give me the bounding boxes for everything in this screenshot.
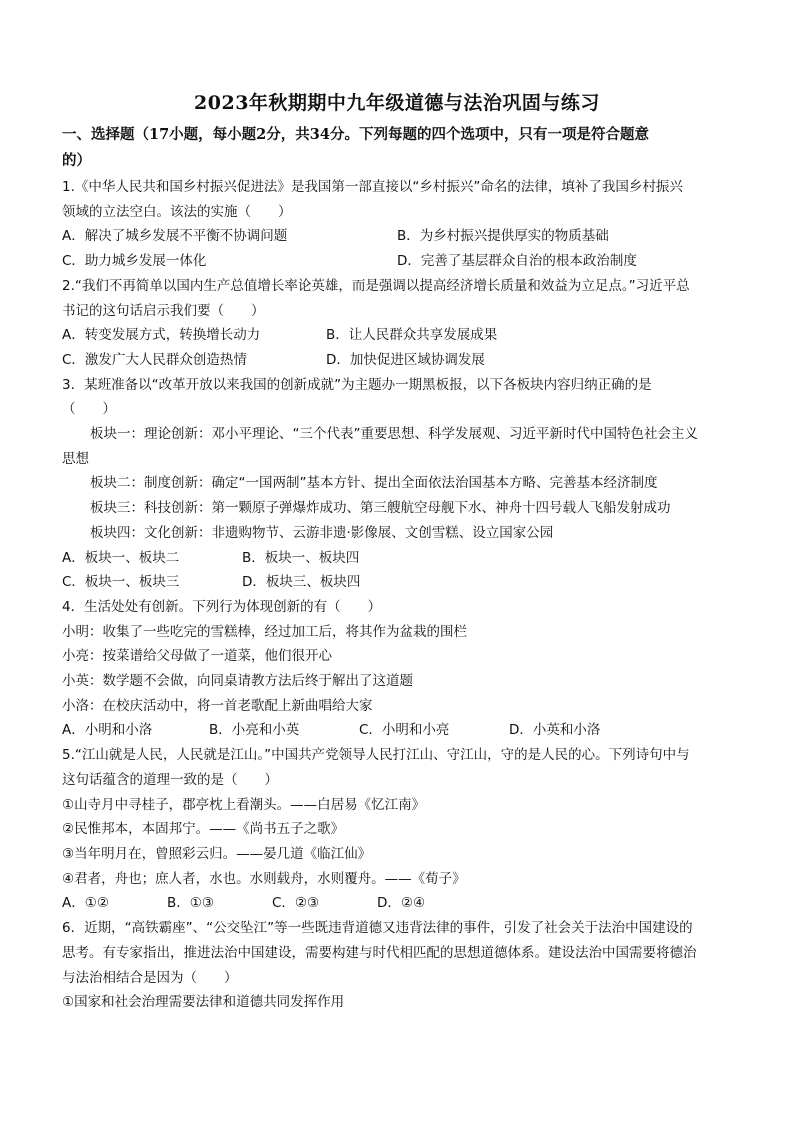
question-2-options-row-1: [62, 323, 732, 348]
question-2-option-a[interactable]: A．转变发展方式，转换增长动力: [62, 327, 261, 344]
question-5-item-1: ①山寺月中寻桂子，郡亭枕上看潮头。——白居易《忆江南》: [62, 796, 426, 813]
question-6: [62, 916, 732, 1015]
section-heading-line-1: 一、选择题（17小题，每小题2分，共34分。下列每题的四个选项中，只有一项是符合题意: [62, 126, 649, 143]
question-3-block-3: 板块三：科技创新：第一颗原子弹爆炸成功、第三艘航空母舰下水、神舟十四号载人飞船发射成功: [90, 500, 671, 517]
question-1-option-d[interactable]: D．完善了基层群众自治的根本政治制度: [397, 253, 637, 270]
question-3-option-a[interactable]: A．板块一、板块二: [62, 549, 180, 566]
question-2-stem-line-1: 2.“我们不再简单以国内生产总值增长率论英雄，而是强调以提高经济增长质量和效益为立足点。”习近平总: [62, 277, 690, 294]
question-6-stem-line-2: 思考。有专家指出，推进法治中国建设，需要构建与时代相匹配的思想道德体系。建设法治中国需要将德治: [62, 944, 697, 961]
question-4: [62, 595, 732, 743]
question-5-option-c[interactable]: C．②③: [272, 895, 320, 912]
question-2-option-c[interactable]: C．激发广大人民群众创造热情: [62, 351, 247, 368]
question-1-option-a[interactable]: A．解决了城乡发展不平衡不协调问题: [62, 228, 288, 245]
question-3-block-1-line-2: 思想: [62, 450, 89, 467]
question-5-stem-line-1: 5.“江山就是人民，人民就是江山。”中国共产党领导人民打江山、守江山，守的是人民的心。下列诗句中与: [62, 747, 690, 764]
question-4-stem: 4．生活处处有创新。下列行为体现创新的有（ ）: [62, 598, 382, 615]
question-5-option-d[interactable]: D．②④: [377, 895, 426, 912]
question-6-item-1: ①国家和社会治理需要法律和道德共同发挥作用: [62, 994, 345, 1011]
question-3-options-row-1: [62, 546, 732, 571]
question-1-options-row-1: [62, 224, 732, 249]
question-3-options-row-2: [62, 570, 732, 595]
question-2: [62, 274, 732, 373]
question-3-stem-line-1: 3．某班准备以“改革开放以来我国的创新成就”为主题办一期黑板报，以下各板块内容归纳正确的是: [62, 376, 652, 393]
question-3: [62, 373, 732, 595]
question-1-stem-line-2: 领域的立法空白。该法的实施（ ）: [62, 203, 292, 220]
question-5-option-a[interactable]: A．①②: [62, 895, 109, 912]
question-3-block-4: 板块四：文化创新：非遗购物节、云游非遗·影像展、文创雪糕、设立国家公园: [90, 524, 554, 541]
question-4-option-d[interactable]: D．小英和小洛: [509, 722, 601, 739]
question-5-item-3: ③当年明月在，曾照彩云归。——晏几道《临江仙》: [62, 845, 372, 862]
question-5-option-b[interactable]: B．①③: [167, 895, 214, 912]
question-5-item-2: ②民惟邦本，本固邦宁。——《尚书五子之歌》: [62, 821, 345, 838]
question-1-option-c[interactable]: C．助力城乡发展一体化: [62, 253, 207, 270]
question-4-option-c[interactable]: C．小明和小亮: [359, 722, 450, 739]
question-4-option-b[interactable]: B．小亮和小英: [209, 722, 300, 739]
question-4-options: [62, 718, 732, 743]
question-1-option-b[interactable]: B．为乡村振兴提供厚实的物质基础: [397, 228, 609, 245]
question-4-option-a[interactable]: A．小明和小洛: [62, 722, 153, 739]
question-3-block-2: 板块二：制度创新：确定“一国两制”基本方针、提出全面依法治国基本方略、完善基本经济制度: [90, 475, 658, 492]
question-6-stem-line-1: 6．近期，“高铁霸座”、“公交坠江”等一些既违背道德又违背法律的事件，引发了社会关于法治中国建设的: [62, 920, 693, 937]
question-3-option-d[interactable]: D．板块三、板块四: [242, 574, 361, 591]
question-4-statement-1: 小明：收集了一些吃完的雪糕棒，经过加工后，将其作为盆栽的围栏: [62, 623, 467, 640]
question-2-options-row-2: [62, 348, 732, 373]
question-4-statement-3: 小英：数学题不会做，向同桌请教方法后终于解出了这道题: [62, 673, 413, 690]
question-3-option-c[interactable]: C．板块一、板块三: [62, 574, 180, 591]
section-heading-line-2: 的）: [62, 152, 91, 169]
question-5-item-4: ④君者，舟也；庶人者，水也。水则载舟，水则覆舟。——《荀子》: [62, 870, 466, 887]
page-title: 2023年秋期期中九年级道德与法治巩固与练习: [194, 92, 600, 114]
question-5-stem-line-2: 这句话蕴含的道理一致的是（ ）: [62, 771, 278, 788]
question-5: [62, 743, 732, 916]
question-6-stem-line-3: 与法治相结合是因为（ ）: [62, 969, 238, 986]
question-3-block-1-line-1: 板块一：理论创新：邓小平理论、“三个代表”重要思想、科学发展观、习近平新时代中国特色社会主义: [90, 426, 698, 443]
question-5-options: [62, 891, 732, 916]
question-3-option-b[interactable]: B．板块一、板块四: [242, 549, 360, 566]
question-2-option-b[interactable]: B．让人民群众共享发展成果: [326, 327, 498, 344]
exam-page: [62, 88, 732, 1015]
question-1: [62, 175, 732, 274]
question-3-stem-line-2: （ ）: [62, 401, 116, 418]
question-1-stem-line-1: 1.《中华人民共和国乡村振兴促进法》是我国第一部直接以“乡村振兴”命名的法律，填补了我国乡村振兴: [62, 179, 683, 195]
question-1-options-row-2: [62, 249, 732, 274]
question-2-option-d[interactable]: D．加快促进区域协调发展: [326, 351, 485, 368]
question-4-statement-2: 小亮：按菜谱给父母做了一道菜，他们很开心: [62, 648, 332, 665]
section-heading: [62, 123, 732, 173]
question-4-statement-4: 小洛：在校庆活动中，将一首老歌配上新曲唱给大家: [62, 697, 373, 714]
question-2-stem-line-2: 书记的这句话启示我们要（ ）: [62, 302, 265, 319]
